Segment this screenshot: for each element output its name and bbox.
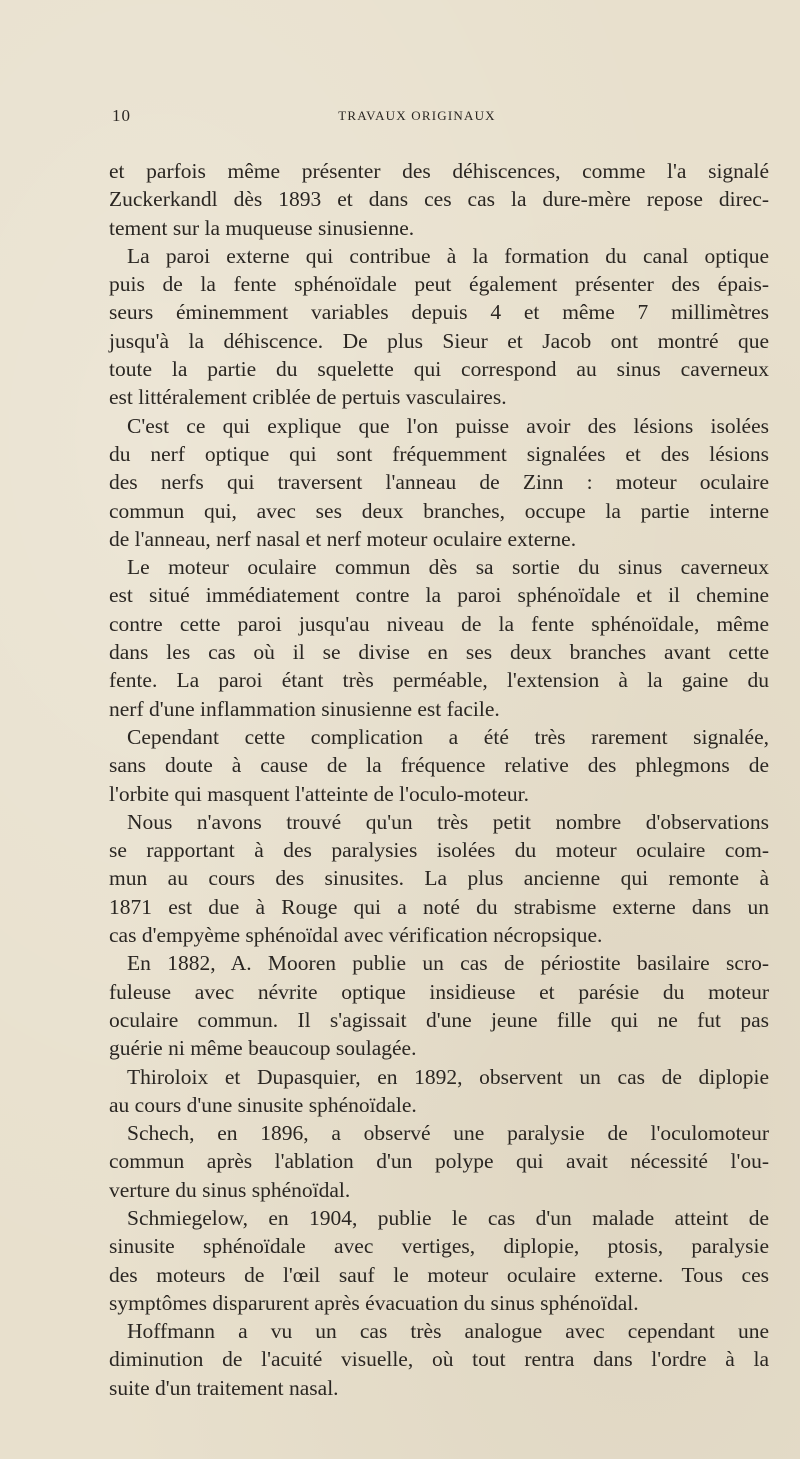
text-line: En 1882, A. Mooren publie un cas de périostite basilaire scro- <box>127 951 769 976</box>
text-line: fente. La paroi étant très perméable, l'extension à la gaine du <box>109 668 769 693</box>
text-line: contre cette paroi jusqu'au niveau de la fente sphénoïdale, même <box>109 611 769 636</box>
text-line: fuleuse avec névrite optique insidieuse et parésie du moteur <box>109 979 769 1004</box>
text-line: guérie ni même beaucoup soulagée. <box>109 1036 417 1061</box>
text-line: l'orbite qui masquent l'atteinte de l'oculo-moteur. <box>109 781 530 806</box>
text-line: est littéralement criblée de pertuis vasculaires. <box>109 385 507 410</box>
text-line: Schech, en 1896, a observé une paralysie de l'oculomoteur <box>127 1121 769 1146</box>
text-line: C'est ce qui explique que l'on puisse avoir des lésions isolées <box>127 413 769 438</box>
text-line: jusqu'à la déhiscence. De plus Sieur et Jacob ont montré que <box>109 328 769 353</box>
text-line: est situé immédiatement contre la paroi sphénoïdale et il chemine <box>109 583 769 608</box>
text-line: du nerf optique qui sont fréquemment signalées et des lésions <box>109 441 769 466</box>
text-line: des moteurs de l'œil sauf le moteur oculaire externe. Tous ces <box>109 1262 769 1287</box>
text-line: Schmiegelow, en 1904, publie le cas d'un malade atteint de <box>127 1205 769 1230</box>
text-line: commun après l'ablation d'un polype qui avait nécessité l'ou- <box>109 1149 769 1174</box>
text-line: tement sur la muqueuse sinusienne. <box>109 215 415 240</box>
text-line: oculaire commun. Il s'agissait d'une jeune fille qui ne fut pas <box>109 1007 769 1032</box>
text-line: commun qui, avec ses deux branches, occupe la partie interne <box>109 498 769 523</box>
text-line: puis de la fente sphénoïdale peut également présenter des épais- <box>109 272 769 297</box>
text-line: de l'anneau, nerf nasal et nerf moteur oculaire externe. <box>109 526 577 551</box>
text-line: cas d'empyème sphénoïdal avec vérification nécropsique. <box>109 923 603 948</box>
text-line: des nerfs qui traversent l'anneau de Zinn : moteur oculaire <box>109 470 769 495</box>
text-line: au cours d'une sinusite sphénoïdale. <box>109 1092 417 1117</box>
text-line: sinusite sphénoïdale avec vertiges, diplopie, ptosis, paralysie <box>109 1234 769 1259</box>
text-line: toute la partie du squelette qui correspond au sinus caverneux <box>109 357 769 382</box>
text-line: verture du sinus sphénoïdal. <box>109 1177 351 1202</box>
page-header <box>112 106 682 130</box>
running-head: TRAVAUX ORIGINAUX <box>338 108 496 123</box>
text-line: Cependant cette complication a été très rarement signalée, <box>127 724 769 749</box>
text-line: nerf d'une inflammation sinusienne est facile. <box>109 696 500 721</box>
body-text <box>109 157 769 1402</box>
text-line: Thiroloix et Dupasquier, en 1892, observent un cas de diplopie <box>127 1064 769 1089</box>
page-number: 10 <box>112 106 131 125</box>
text-line: mun au cours des sinusites. La plus ancienne qui remonte à <box>109 866 769 891</box>
text-line: Zuckerkandl dès 1893 et dans ces cas la dure-mère repose direc- <box>109 187 769 212</box>
text-line: seurs éminemment variables depuis 4 et même 7 millimètres <box>109 300 769 325</box>
text-line: et parfois même présenter des déhiscences, comme l'a signalé <box>109 159 769 183</box>
text-line: 1871 est due à Rouge qui a noté du strabisme externe dans un <box>109 894 769 919</box>
text-line: dans les cas où il se divise en ses deux branches avant cette <box>109 640 769 665</box>
text-line: symptômes disparurent après évacuation du sinus sphénoïdal. <box>109 1290 639 1315</box>
text-line: diminution de l'acuité visuelle, où tout rentra dans l'ordre à la <box>109 1347 769 1372</box>
text-line: Hoffmann a vu un cas très analogue avec cependant une <box>127 1319 769 1344</box>
text-line: suite d'un traitement nasal. <box>109 1375 339 1400</box>
text-line: se rapportant à des paralysies isolées du moteur oculaire com- <box>109 838 769 863</box>
text-line: La paroi externe qui contribue à la formation du canal optique <box>127 243 769 268</box>
text-line: Le moteur oculaire commun dès sa sortie du sinus caverneux <box>127 555 769 580</box>
text-line: sans doute à cause de la fréquence relative des phlegmons de <box>109 753 769 778</box>
text-line: Nous n'avons trouvé qu'un très petit nombre d'observations <box>127 809 769 834</box>
